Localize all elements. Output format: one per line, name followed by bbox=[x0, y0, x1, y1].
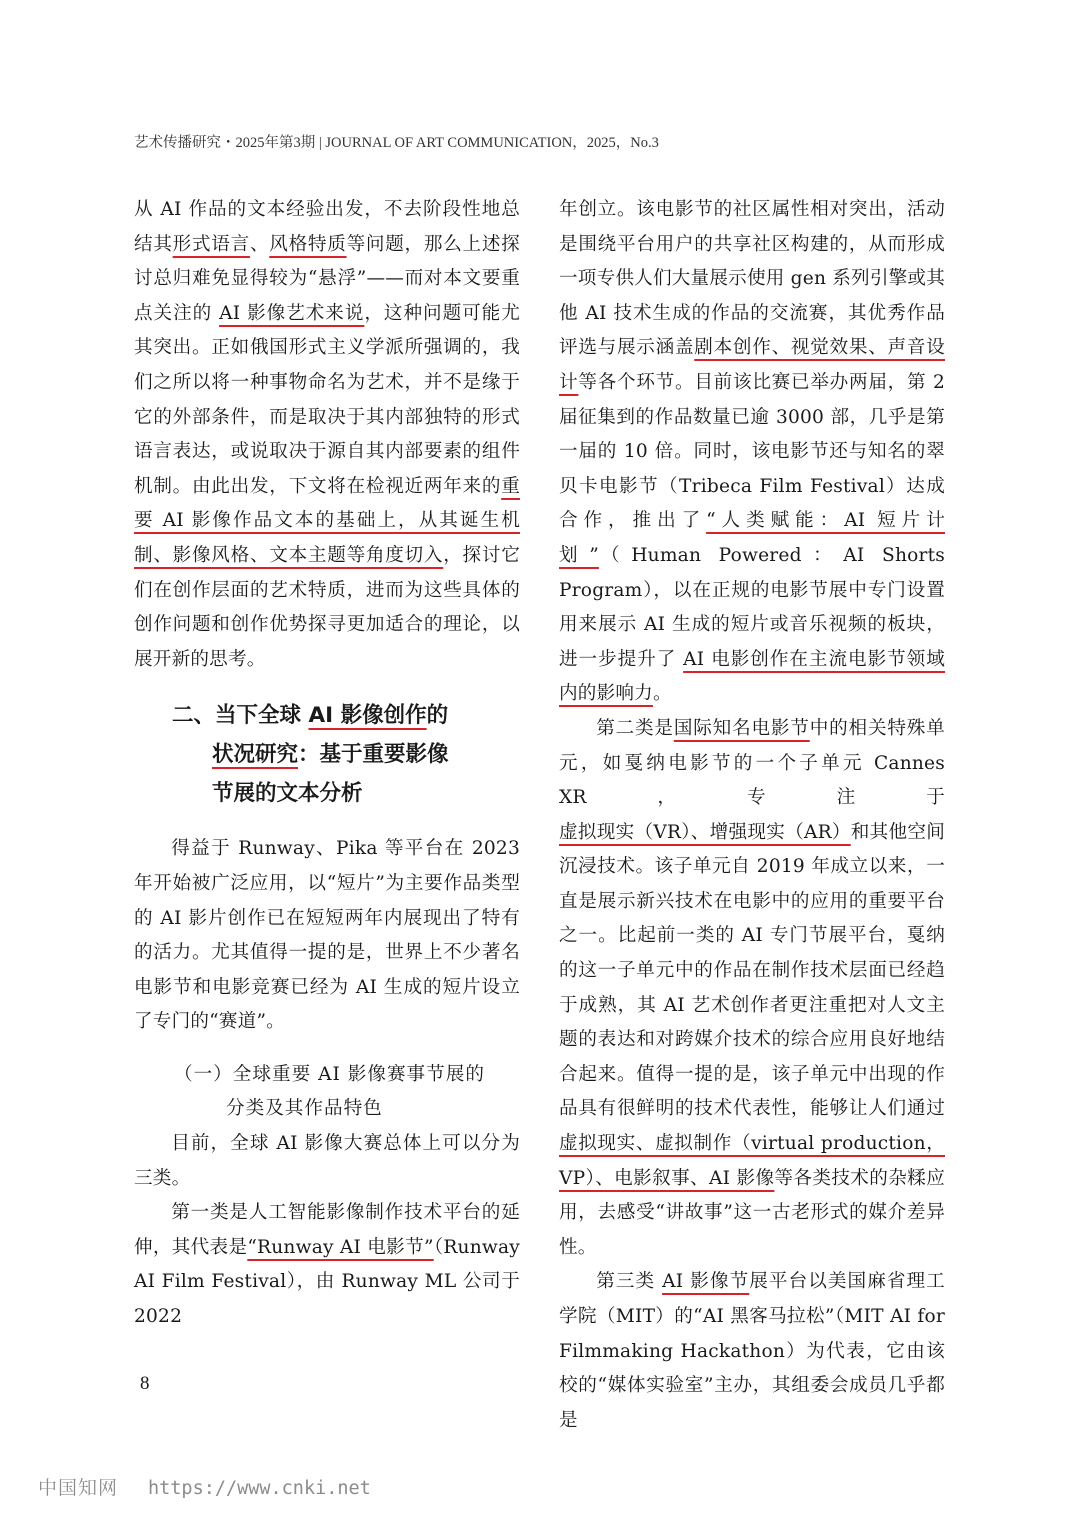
annotation-underline: 重要 AI 影像作品文本的基础上，从其诞生机制、影像风格、文本主题等角度切入 bbox=[134, 475, 520, 566]
section-heading bbox=[134, 696, 520, 813]
annotation-underline: 虚拟现实（VR）、增强现实（AR） bbox=[559, 821, 851, 843]
body-paragraph: 第三类 AI 影像节展平台以美国麻省理工学院（MIT）的“AI 黑客马拉松”（MIT AI for Filmmaking Hackathon）为代表，它由该校的“媒体实验室”主办，其组委会成员几乎都是 bbox=[559, 1271, 945, 1431]
subsection-heading-line: 分类及其作品特色 bbox=[226, 1098, 383, 1120]
running-head: 艺术传播研究・2025年第3期 | JOURNAL OF ART COMMUNICATION，2025，No.3 bbox=[134, 135, 659, 151]
body-paragraph: 目前，全球 AI 影像大赛总体上可以分为三类。 bbox=[134, 1133, 520, 1189]
subsection-heading-line: （一）全球重要 AI 影像赛事节展的 bbox=[174, 1063, 485, 1085]
body-paragraph: 第二类是国际知名电影节中的相关特殊单元，如戛纳电影节的一个子单元 Cannes XR，专注于虚拟现实（VR）、增强现实（AR）和其他空间沉浸技术。该子单元自 2019 年成立以来，一直是展示新兴技术在电影中的应用的重要平台之一。比起前一类的 AI 专门节展平台，戛纳的这一子单元中的作品在制作技术层面已经趋于成熟，其 AI 艺术创作者更注重把对人文主题的表达和对跨媒介技术的综合应用良好地结合起来。值得一提的是，该子单元中出现的作品具有很鲜明的技术代表性，能够让人们通过虚拟现实、虚拟制作（virtual production，VP）、电影叙事、AI 影像等各类技术的杂糅应用，去感受“讲故事”这一古老形式的媒介差异性。 bbox=[559, 717, 945, 1258]
watermark-name: 中国知网 bbox=[38, 1477, 119, 1499]
body-paragraph: 第一类是人工智能影像制作技术平台的延伸，其代表是“Runway AI 电影节”（Runway AI Film Festival），由 Runway ML 公司于 2022 bbox=[134, 1202, 521, 1328]
annotation-underline: “人类赋能：AI 短片计划” bbox=[559, 510, 945, 566]
annotation-underline: 虚拟现实、虚拟制作（virtual production，VP）、电影叙事、AI 影像 bbox=[559, 1133, 945, 1189]
body-paragraph: 从 AI 作品的文本经验出发，不去阶段性地总结其形式语言、风格特质等问题，那么上述探讨总归难免显得较为“悬浮”——而对本文要重点关注的 AI 影像艺术来说，这种问题可能尤其突出。正如俄国形式主义学派所强调的，我们之所以将一种事物命名为艺术，并不是缘于它的外部条件，而是取决于其内部独特的形式语言表达，或说取决于源自其内部要素的组件机制。由此出发，下文将在检视近两年来的重要 AI 影像作品文本的基础上，从其诞生机制、影像风格、文本主题等角度切入，探讨它们在创作层面的艺术特质，进而为这些具体的创作问题和创作优势探寻更加适合的理论，以展开新的思考。 bbox=[134, 199, 521, 670]
annotation-underline: 国际知名电影节 bbox=[673, 717, 810, 739]
annotation-underline: 状况研究 bbox=[212, 742, 299, 768]
watermark-url: https://www.cnki.net bbox=[148, 1478, 371, 1499]
cnki-watermark bbox=[38, 1473, 371, 1500]
section-heading-line: 状况研究：基于重要影像 bbox=[212, 742, 449, 768]
body-paragraph: 年创立。该电影节的社区属性相对突出，活动是围绕平台用户的共享社区构建的，从而形成一项专供人们大量展示使用 gen 系列引擎或其他 AI 技术生成的作品的交流赛，其优秀作品评选与展示涵盖剧本创作、视觉效果、声音设计等各个环节。目前该比赛已举办两届，第 2 届征集到的作品数量已逾 3000 部，几乎是第一届的 10 倍。同时，该电影节还与知名的翠贝卡电影节（Tribeca Film Festival）达成合作，推出了“人类赋能：AI 短片计划”（Human Powered：AI Shorts Program），以在正规的电影节展中专门设置用来展示 AI 生成的短片或音乐视频的板块，进一步提升了 AI 电影创作在主流电影节领域内的影响力。 bbox=[559, 199, 946, 705]
page-number: 8 bbox=[140, 1373, 150, 1394]
annotation-underline: “Runway AI 电影节” bbox=[247, 1236, 434, 1258]
body-paragraph: 得益于 Runway、Pika 等平台在 2023 年开始被广泛应用，以“短片”为主要作品类型的 AI 影片创作已在短短两年内展现出了特有的活力。尤其值得一提的是，世界上不少著名电影节和电影竞赛已经为 AI 生成的短片设立了专门的“赛道”。 bbox=[134, 838, 520, 1033]
annotation-underline: 剧本创作、视觉效果、声音设计 bbox=[559, 337, 945, 393]
annotation-underline: AI 影像艺术来说 bbox=[219, 302, 365, 324]
section-heading-line: 节展的文本分析 bbox=[212, 781, 363, 807]
annotation-underline: 形式语言 bbox=[172, 233, 250, 255]
annotation-underline: 风格特质 bbox=[269, 233, 347, 255]
section-heading-line: 二、当下全球 AI 影像创作的 bbox=[172, 703, 449, 729]
annotation-underline: AI 影像节 bbox=[662, 1271, 750, 1293]
annotation-underline: AI 电影创作在主流电影节领域内的影响力 bbox=[559, 648, 946, 705]
right-column bbox=[559, 193, 945, 1438]
subsection-heading bbox=[134, 1058, 520, 1127]
annotation-underline: AI 影像创作 bbox=[308, 703, 427, 729]
left-column bbox=[134, 193, 520, 1335]
